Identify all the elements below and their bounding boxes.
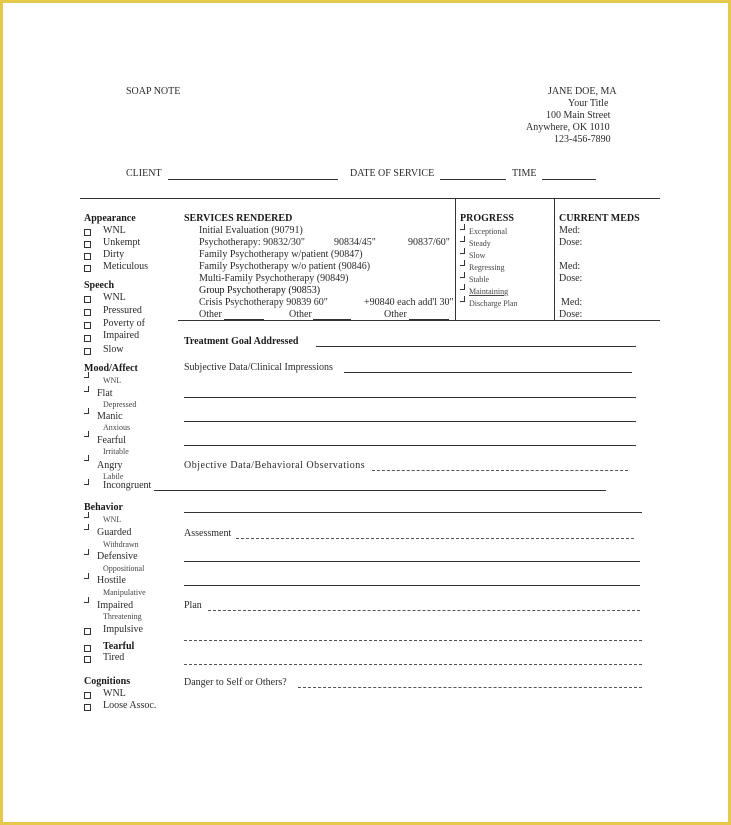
checkbox-label: Unkempt <box>103 237 141 248</box>
dose-label: Dose: <box>559 273 583 284</box>
objective-line[interactable] <box>184 512 642 513</box>
checkbox-label: Withdrawn <box>103 540 139 549</box>
provider-name: JANE DOE, MA <box>548 86 617 97</box>
checkbox[interactable] <box>84 573 89 579</box>
column-divider <box>455 199 456 321</box>
checkbox[interactable] <box>84 322 91 329</box>
goal-label: Treatment Goal Addressed <box>184 336 299 347</box>
service-item: Psychotherapy: 90832/30" <box>199 237 306 248</box>
checkbox[interactable] <box>84 386 89 392</box>
checkbox[interactable] <box>84 296 91 303</box>
checkbox[interactable] <box>84 372 89 378</box>
plan-line[interactable] <box>184 640 642 641</box>
appearance-heading: Appearance <box>84 213 136 224</box>
checkbox-label: Threatening <box>103 612 142 621</box>
objective-field[interactable] <box>372 470 628 471</box>
checkbox-label: Defensive <box>97 551 138 562</box>
checkbox[interactable] <box>460 296 465 302</box>
plan-field[interactable] <box>208 610 640 611</box>
behavior-heading: Behavior <box>84 502 123 513</box>
provider-city: Anywhere, OK 1010 <box>526 122 610 133</box>
checkbox[interactable] <box>84 597 89 603</box>
checkbox-label: Depressed <box>103 400 137 409</box>
checkbox-label: Guarded <box>97 527 132 538</box>
date-field[interactable] <box>440 179 506 180</box>
checkbox-label: Angry <box>97 460 123 471</box>
service-other: Other <box>289 309 312 320</box>
checkbox-label: Anxious <box>103 423 131 432</box>
checkbox[interactable] <box>84 704 91 711</box>
checkbox-label: Steady <box>469 239 491 248</box>
assessment-line[interactable] <box>184 585 640 586</box>
checkbox[interactable] <box>84 408 89 414</box>
checkbox-label: Impaired <box>97 600 134 611</box>
checkbox[interactable] <box>460 260 465 266</box>
checkbox[interactable] <box>460 284 465 290</box>
service-item: Group Psychotherapy (90853) <box>199 285 321 296</box>
checkbox[interactable] <box>84 524 89 530</box>
speech-heading: Speech <box>84 280 114 291</box>
checkbox-label: Maintaining <box>469 287 509 296</box>
checkbox[interactable] <box>84 229 91 236</box>
checkbox-label: WNL <box>103 225 126 236</box>
service-other: Other <box>199 309 222 320</box>
column-divider <box>554 199 555 321</box>
med-label: Med: <box>559 225 581 236</box>
service-item: 90837/60" <box>408 237 450 248</box>
checkbox[interactable] <box>84 335 91 342</box>
checkbox-label: Loose Assoc. <box>103 700 157 711</box>
checkbox-label: Tearful <box>103 641 135 652</box>
checkbox[interactable] <box>84 241 91 248</box>
subjective-line[interactable] <box>184 397 636 398</box>
checkbox-label: WNL <box>103 292 126 303</box>
med-label: Med: <box>559 261 581 272</box>
incongruent-line[interactable] <box>154 490 606 491</box>
checkbox[interactable] <box>84 479 89 485</box>
checkbox-label: Incongruent <box>103 480 152 491</box>
checkbox-label: Poverty of <box>103 318 145 329</box>
danger-label: Danger to Self or Others? <box>184 677 287 688</box>
service-item: Family Psychotherapy w/o patient (90846) <box>199 261 371 272</box>
checkbox[interactable] <box>84 265 91 272</box>
service-item: 90834/45" <box>334 237 376 248</box>
checkbox-label: Irritable <box>103 447 129 456</box>
checkbox-label: Slow <box>469 251 486 260</box>
checkbox-label: Manic <box>97 411 123 422</box>
dose-label: Dose: <box>559 237 583 248</box>
services-heading: SERVICES RENDERED <box>184 213 293 224</box>
checkbox-label: Tired <box>103 652 125 663</box>
checkbox-label: Meticulous <box>103 261 148 272</box>
provider-phone: 123-456-7890 <box>554 134 611 145</box>
checkbox-label: Hostile <box>97 575 126 586</box>
goal-field[interactable] <box>316 346 636 347</box>
progress-heading: PROGRESS <box>460 213 514 224</box>
checkbox-label: Flat <box>97 388 113 399</box>
checkbox[interactable] <box>84 692 91 699</box>
checkbox[interactable] <box>460 248 465 254</box>
checkbox[interactable] <box>460 272 465 278</box>
services-bottom-divider <box>178 320 660 321</box>
checkbox-label: Fearful <box>97 435 126 446</box>
assessment-field[interactable] <box>236 538 634 539</box>
checkbox-label: Exceptional <box>469 227 508 236</box>
checkbox-label: Discharge Plan <box>469 299 518 308</box>
checkbox-label: Manipulative <box>103 588 146 597</box>
checkbox-label: WNL <box>103 688 126 699</box>
checkbox[interactable] <box>84 253 91 260</box>
service-item: Crisis Psychotherapy 90839 60" <box>199 297 328 308</box>
checkbox[interactable] <box>84 628 91 635</box>
assessment-label: Assessment <box>184 528 232 539</box>
dose-label: Dose: <box>559 309 583 320</box>
checkbox[interactable] <box>84 348 91 355</box>
checkbox-label: Slow <box>103 344 124 355</box>
objective-label: Objective Data/Behavioral Observations <box>184 460 366 471</box>
checkbox[interactable] <box>460 224 465 230</box>
checkbox[interactable] <box>84 656 91 663</box>
service-item: Family Psychotherapy w/patient (90847) <box>199 249 363 260</box>
checkbox-label: WNL <box>103 515 122 524</box>
med-label: Med: <box>561 297 583 308</box>
checkbox-label: Impulsive <box>103 624 143 635</box>
checkbox-label: Regressing <box>469 263 505 272</box>
provider-street: 100 Main Street <box>546 110 611 121</box>
client-label: CLIENT <box>126 168 162 179</box>
checkbox-label: Oppositional <box>103 564 145 573</box>
checkbox[interactable] <box>84 455 89 461</box>
checkbox[interactable] <box>84 512 89 518</box>
service-item: +90840 each add'l 30" <box>364 297 454 308</box>
service-item: Multi-Family Psychotherapy (90849) <box>199 273 349 284</box>
time-label: TIME <box>512 168 537 179</box>
date-label: DATE OF SERVICE <box>350 168 435 179</box>
subjective-line[interactable] <box>184 421 636 422</box>
meds-heading: CURRENT MEDS <box>559 213 640 224</box>
mood-heading: Mood/Affect <box>84 363 138 374</box>
checkbox[interactable] <box>460 236 465 242</box>
checkbox[interactable] <box>84 549 89 555</box>
plan-line[interactable] <box>184 664 642 665</box>
subjective-field[interactable] <box>344 372 632 373</box>
checkbox-label: Stable <box>469 275 489 284</box>
service-item: Initial Evaluation (90791) <box>199 225 303 236</box>
service-other: Other <box>384 309 407 320</box>
checkbox-label: WNL <box>103 376 122 385</box>
assessment-line[interactable] <box>184 561 640 562</box>
subjective-line[interactable] <box>184 445 636 446</box>
checkbox-label: Labile <box>103 472 124 481</box>
provider-title: Your Title <box>568 98 609 109</box>
subjective-label: Subjective Data/Clinical Impressions <box>184 362 333 373</box>
checkbox[interactable] <box>84 431 89 437</box>
header-divider <box>80 198 660 199</box>
client-field[interactable] <box>168 179 338 180</box>
danger-field[interactable] <box>298 687 642 688</box>
cognitions-heading: Cognitions <box>84 676 131 687</box>
checkbox-label: Impaired <box>103 330 140 341</box>
checkbox-label: Dirty <box>103 249 125 260</box>
time-field[interactable] <box>542 179 596 180</box>
plan-label: Plan <box>184 600 202 611</box>
checkbox[interactable] <box>84 309 91 316</box>
document-title: SOAP NOTE <box>126 86 181 97</box>
checkbox[interactable] <box>84 645 91 652</box>
checkbox-label: Pressured <box>103 305 142 316</box>
